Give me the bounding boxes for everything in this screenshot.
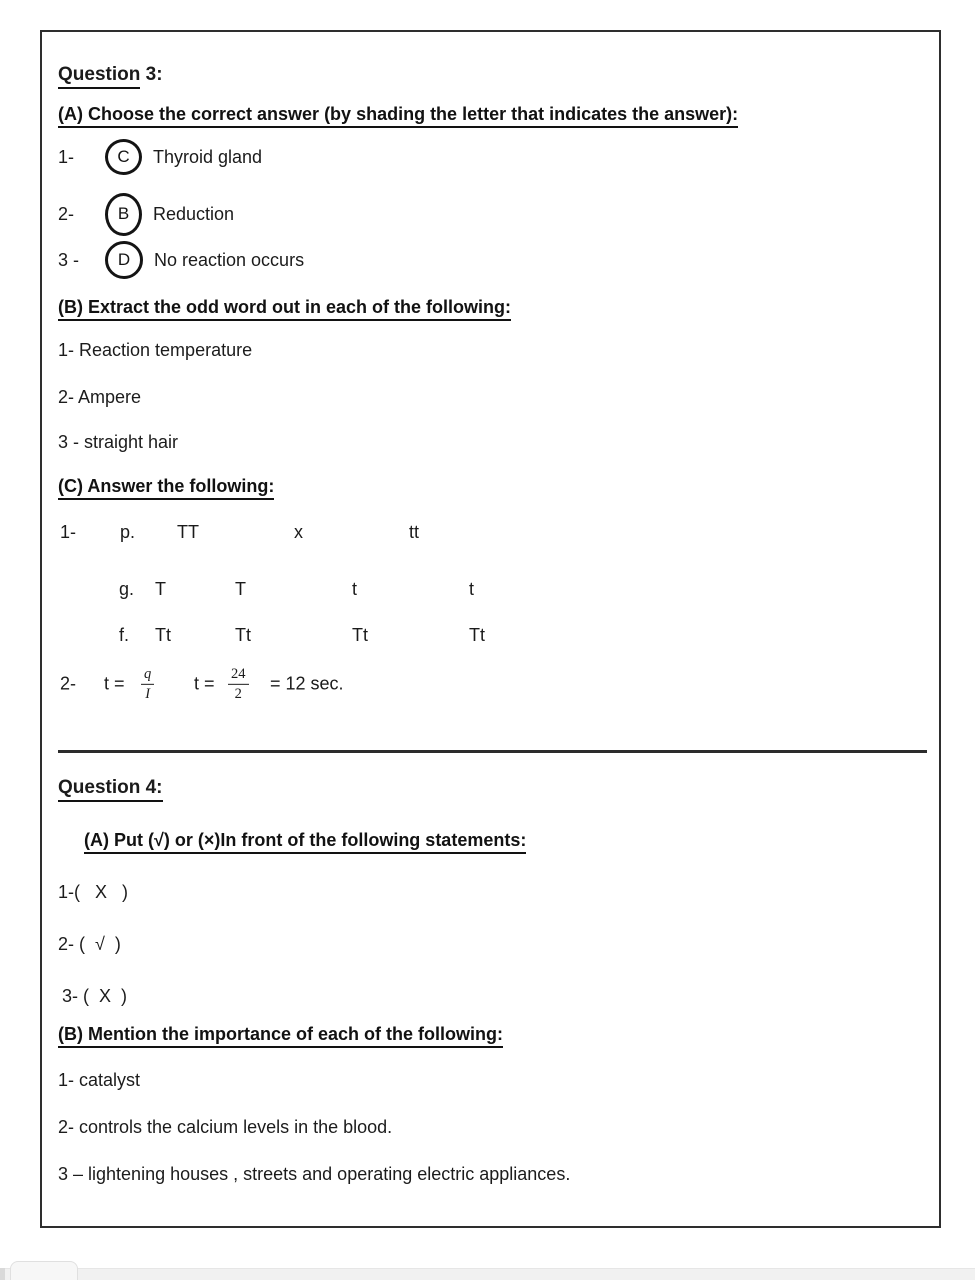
answer-text: No reaction occurs — [154, 249, 305, 270]
section-divider — [58, 750, 927, 753]
fraction-numerator: 24 — [228, 666, 249, 685]
document-page — [40, 30, 941, 1228]
equation-mid: t = — [194, 673, 215, 694]
gamete: T — [155, 579, 166, 599]
q4-part-a-heading: (A) Put (√) or (×)In front of the following statements: — [84, 830, 929, 854]
question3-title-underlined: Question — [58, 64, 140, 89]
q4b-item-1: 1- catalyst — [58, 1070, 141, 1090]
item-number: 3 - — [58, 249, 80, 270]
q4b-item-2: 2- controls the calcium levels in the blood. — [58, 1117, 393, 1137]
q3b-item-3: 3 - straight hair — [58, 432, 179, 452]
q3a-choice-row-1 — [58, 135, 929, 179]
answer-letter: B — [117, 204, 130, 223]
numeric-fraction — [228, 666, 249, 702]
punnett-parents-row — [42, 522, 929, 546]
item-number: 2- — [58, 203, 75, 224]
q4-part-b-heading: (B) Mention the importance of each of the following: — [58, 1024, 929, 1048]
parents-label: p. — [120, 522, 136, 542]
fraction-denominator: 2 — [234, 685, 242, 702]
gamete: t — [352, 579, 358, 599]
question4-title: Question 4: — [58, 777, 929, 802]
q3a-choice-row-3 — [58, 238, 929, 282]
question3-title — [58, 64, 929, 89]
charge-current-fraction — [141, 666, 154, 702]
cross-symbol: x — [294, 522, 303, 542]
time-equation-line — [42, 654, 929, 714]
q4a-item-2: 2- ( √ ) — [58, 934, 121, 954]
q3b-item-1: 1- Reaction temperature — [58, 340, 253, 360]
parent-genotype: tt — [409, 522, 420, 542]
punnett-gametes-row — [42, 579, 929, 603]
offspring-genotype: Tt — [155, 625, 171, 645]
question3-title-number: 3: — [140, 64, 163, 85]
bottom-bar-edge — [0, 1268, 5, 1280]
item-number: 1- — [60, 522, 77, 542]
equation-lhs: t = — [104, 673, 125, 694]
fraction-numerator: q — [141, 666, 154, 685]
bottom-tab[interactable] — [10, 1261, 78, 1280]
answer-text: Reduction — [153, 203, 235, 224]
gametes-label: g. — [119, 579, 135, 599]
offspring-label: f. — [119, 625, 130, 645]
item-number: 2- — [60, 673, 77, 694]
answer-text: Thyroid gland — [153, 146, 263, 167]
punnett-offspring-row — [42, 625, 929, 649]
gamete: T — [235, 579, 246, 599]
equation-result: = 12 sec. — [270, 673, 344, 694]
bottom-bar — [0, 1268, 975, 1280]
shaded-answer-circle[interactable] — [105, 193, 142, 236]
q3-part-a-heading: (A) Choose the correct answer (by shading the letter that indicates the answer): — [58, 104, 929, 128]
item-number: 1- — [58, 146, 75, 167]
offspring-genotype: Tt — [235, 625, 251, 645]
q3b-item-2: 2- Ampere — [58, 387, 142, 407]
offspring-genotype: Tt — [469, 625, 485, 645]
answer-letter: C — [117, 147, 130, 166]
q4a-item-1: 1-( X ) — [58, 882, 129, 902]
gamete: t — [469, 579, 475, 599]
answer-letter: D — [117, 250, 131, 269]
q4b-item-3: 3 – lightening houses , streets and operating electric appliances. — [58, 1164, 571, 1184]
shaded-answer-circle[interactable] — [105, 241, 143, 279]
q3-part-c-heading: (C) Answer the following: — [58, 476, 929, 500]
q4a-item-3: 3- ( X ) — [62, 986, 128, 1006]
shaded-answer-circle[interactable] — [105, 139, 142, 175]
parent-genotype: TT — [177, 522, 199, 542]
q3-part-b-heading: (B) Extract the odd word out in each of the following: — [58, 297, 929, 321]
fraction-denominator: I — [145, 685, 151, 702]
q3a-choice-row-2 — [58, 192, 929, 236]
offspring-genotype: Tt — [352, 625, 368, 645]
